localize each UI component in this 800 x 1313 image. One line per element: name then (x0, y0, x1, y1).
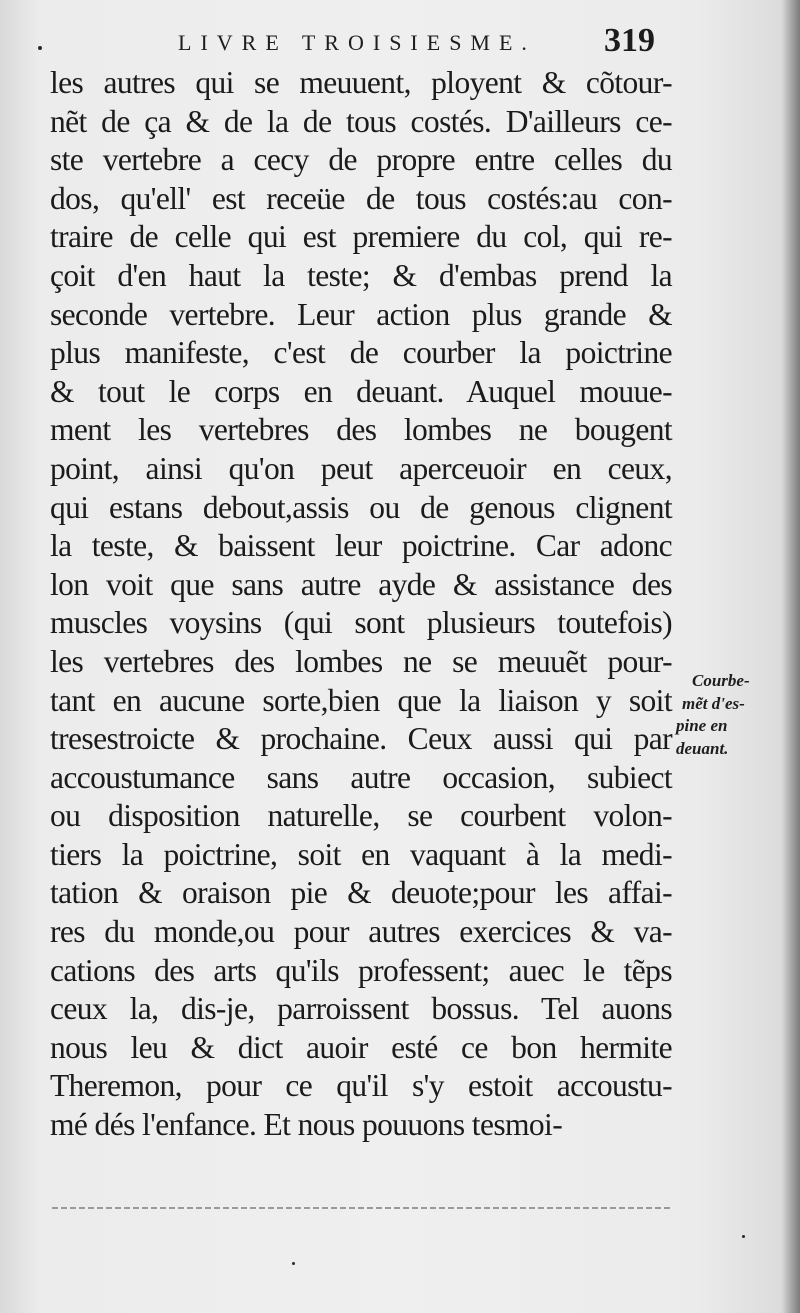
marginal-note-line: Courbe- (692, 671, 750, 690)
text-line: muscles voysins (qui sont plusieurs toutefois) (50, 605, 672, 641)
text-line: tresestroicte & prochaine. Ceux aussi qui par (50, 721, 672, 757)
marginal-note-line: mẽt d'es- (682, 693, 745, 713)
text-line: accoustumance sans autre occasion, subiect (50, 759, 672, 795)
ink-speck (292, 1262, 295, 1265)
text-line: les vertebres des lombes ne se meuuẽt pour- (50, 643, 672, 679)
text-line: ment les vertebres des lombes ne bougent (50, 412, 672, 448)
text-line: nẽt de ça & de la de tous costés. D'ailleurs ce- (50, 103, 672, 139)
text-line: ou disposition naturelle, se courbent volon- (50, 798, 672, 834)
marginal-note (676, 670, 784, 760)
page-edge-shadow (782, 0, 800, 1313)
text-line: res du monde,ou pour autres exercices & va- (50, 914, 672, 950)
marginal-note-line: pine en (676, 716, 728, 735)
text-line: seconde vertebre. Leur action plus grande & (50, 296, 672, 332)
marginal-note-line: deuant. (676, 738, 729, 758)
text-line: ceux la, dis-je, parroissent bossus. Tel auons (50, 991, 672, 1027)
ink-speck (742, 1235, 745, 1238)
page-header (0, 22, 800, 66)
text-line: çoit d'en haut la teste; & d'embas prend la (50, 257, 672, 293)
text-line: tant en aucune sorte,bien que la liaison y soit (50, 682, 672, 718)
text-line: point, ainsi qu'on peut aperceuoir en ceux, (50, 450, 672, 486)
text-line: & tout le corps en deuant. Auquel mouue- (50, 373, 672, 409)
ink-speck (38, 46, 42, 50)
text-line: qui estans debout,assis ou de genous clignent (50, 489, 672, 525)
text-line: lon voit que sans autre ayde & assistance des (50, 566, 672, 602)
text-line: plus manifeste, c'est de courber la poictrine (50, 335, 672, 371)
text-line: traire de celle qui est premiere du col, qui re- (50, 219, 672, 255)
running-head: LIVRE TROISIESME. (178, 30, 536, 55)
page-number: 319 (604, 22, 655, 59)
text-line: la teste, & baissent leur poictrine. Car adonc (50, 528, 672, 564)
text-line: mé dés l'enfance. Et nous pouuons tesmoi- (50, 1107, 563, 1143)
body-text (50, 64, 672, 1145)
text-line: tation & oraison pie & deuote;pour les affai- (50, 875, 672, 911)
text-line: tiers la poictrine, soit en vaquant à la medi- (50, 836, 672, 872)
bottom-edge-rule (52, 1207, 672, 1209)
text-line: les autres qui se meuuent, ployent & cõtour- (50, 65, 672, 100)
text-line: Theremon, pour ce qu'il s'y estoit accoustu- (50, 1068, 672, 1104)
text-line: cations des arts qu'ils professent; auec le tẽps (50, 952, 672, 988)
text-line: nous leu & dict auoir esté ce bon hermite (50, 1029, 672, 1065)
text-line: dos, qu'ell' est receüe de tous costés:au con- (50, 180, 672, 216)
text-line: ste vertebre a cecy de propre entre celles du (50, 142, 672, 178)
